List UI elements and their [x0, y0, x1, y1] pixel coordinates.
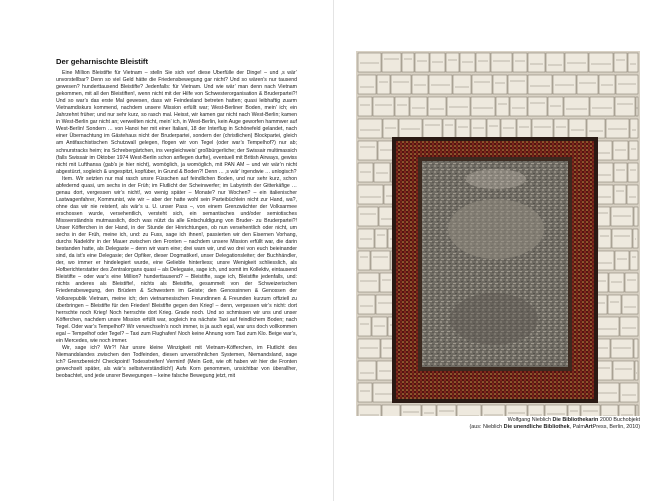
book-spine	[472, 75, 492, 94]
book-spine	[628, 163, 638, 182]
book-spine	[501, 119, 516, 138]
book-spine	[358, 207, 378, 226]
book-spine	[358, 163, 373, 182]
book-spine	[532, 119, 553, 138]
book-spine	[476, 53, 490, 72]
book-spine	[620, 383, 638, 402]
book-spine	[615, 251, 629, 270]
caption-line-1	[356, 417, 640, 424]
book-spine	[471, 97, 495, 116]
book-spine	[401, 405, 421, 416]
book-spine	[553, 75, 576, 94]
book-spine	[510, 97, 527, 116]
book-spine	[569, 119, 586, 138]
book-spine	[382, 53, 401, 72]
caption-artwork-title: Die Bibliothekarin	[552, 417, 599, 423]
book-spine	[599, 75, 615, 94]
book-spine	[528, 75, 552, 94]
book-spine	[620, 317, 638, 336]
book-spine	[358, 405, 381, 416]
book-spine	[548, 97, 563, 116]
book-spine	[554, 119, 568, 138]
book-spine	[634, 339, 638, 358]
book-spine	[629, 141, 638, 160]
book-spine	[358, 251, 370, 270]
book-spine	[453, 75, 471, 94]
book-spine	[395, 97, 409, 116]
book-spine	[487, 119, 500, 138]
book-spine	[614, 53, 627, 72]
book-spine	[412, 75, 428, 94]
caption-publisher-rest: Press, Berlin, 2010)	[592, 424, 640, 430]
book-spine	[358, 273, 379, 292]
book-spine	[437, 405, 456, 416]
book-spine	[613, 361, 634, 380]
book-spine	[358, 361, 376, 380]
book-spine	[609, 273, 624, 292]
book-spine	[373, 97, 394, 116]
book-spine	[634, 207, 638, 226]
paragraph-1: Eine Million Bleistifte für Vietnam – stelln Sie sich vor! diese Überfülle der Dinge! – und ‚s wär’ unvorstellbar? Denn so viel Geld hätte die Friedensbewegung gar nicht? Und so wären’s nur tausend gewesen? hunderttausend Bleistifte? Jedenfalls: für Vietnam. Und wie wär’ man denn nach Vietnam gekommen, mit all den Bleistiften!, wenn nicht mit der Hilfe von Schwesterorganisation & Bruderpartei?! Und so war’s das erste Mal gewesen, dass wir Feindesland betreten hatten; quasi leibhaftig zuarm Vietnamdiskurs kommend, nachdem unsere Mission erfüllt war; West-Berliner Boden, mein’ ich; ein Jahrzehnt früher; und nur sehr kurz, so rasch mal. Heisst, wir kamen gar nicht nach West-Berlin; kamen in West-Berlin gar nicht an; verweilten nicht, mein’ ich, in West-Berlin, kein Auge geworfen hammwer auf West-Berlin! Sondern … von Hanoi her mit einer Italiani, 18 der Interflug in Schönefeld gelandet, nach einer Übernachtung im Gästehaus nicht der Bruderpartei, sondern der (christlichen) Blockpartei, gleich am Antifaschistischen Schutzwall gelegen, flogen wir von Tegel (oder war’s Tempelhof?) nur ab; schnurstracks heim; ins Schrebergärtchen, ins vergleichweis’ großbürgerliche; der Swissair multimassich (falls Swissair im Oktober 1974 West-Berlin schon anflegen durfte), eventuell mit British Airways, gewiss nicht mit Lufthansa (gab’s je hier nicht), womöglich, ja womöglich, mit PAN AM – und wir wär’n nicht abgestürzt, sogleich & ungespitzt, kopfüber, in Grund & Boden?! Denn … ‚s wär’ irgendwie … unlogisch?	[56, 70, 297, 175]
book-spine	[358, 75, 376, 94]
book-spine	[589, 53, 613, 72]
book-spine	[615, 97, 635, 116]
caption-source-prefix: (aus: Nieblich	[469, 424, 503, 430]
article-body	[56, 70, 297, 495]
caption-line-2	[356, 424, 640, 431]
book-spine	[380, 273, 393, 292]
book-spine	[528, 97, 547, 116]
book-spine	[611, 339, 633, 358]
book-spine	[598, 229, 611, 248]
book-spine	[358, 53, 381, 72]
book-spine	[508, 75, 527, 94]
book-spine	[375, 229, 387, 248]
book-spine	[372, 317, 387, 336]
book-spine	[606, 119, 629, 138]
book-object-image	[356, 51, 640, 416]
book-spine	[506, 405, 527, 416]
book-spine	[358, 229, 374, 248]
book-spine	[635, 361, 638, 380]
book-spine	[611, 207, 633, 226]
book-spine	[630, 119, 638, 138]
caption-author: Wolfgang Nieblich	[507, 417, 551, 423]
book-spine	[422, 405, 436, 416]
book-spine	[423, 119, 442, 138]
book-spine	[614, 185, 626, 204]
book-spine	[590, 97, 614, 116]
book-spine	[429, 75, 452, 94]
book-spine	[616, 75, 638, 94]
book-spine	[622, 295, 638, 314]
book-spine	[568, 405, 580, 416]
book-spine	[382, 405, 400, 416]
book-spine	[627, 185, 638, 204]
book-spine	[564, 97, 589, 116]
book-spine	[428, 97, 446, 116]
book-spine	[377, 361, 393, 380]
book-spine	[402, 53, 414, 72]
book-spine	[581, 405, 600, 416]
book-spine	[596, 251, 614, 270]
book-spine	[496, 97, 509, 116]
book-spine	[612, 229, 632, 248]
book-spine	[377, 75, 390, 94]
book-spine	[358, 383, 372, 402]
caption-publisher-start: , Palm	[569, 424, 585, 430]
artwork-caption	[356, 417, 640, 431]
book-spine	[491, 53, 512, 72]
book-spine	[528, 53, 545, 72]
book-spine	[410, 97, 427, 116]
book-spine	[471, 119, 486, 138]
book-spine	[636, 405, 638, 416]
book-spine	[447, 97, 470, 116]
book-spine	[596, 383, 619, 402]
book-spine	[446, 53, 459, 72]
book-spine	[633, 229, 638, 248]
book-spine	[358, 141, 377, 160]
book-spine	[482, 405, 505, 416]
caption-book-title: Die unendliche Bibliothek	[503, 424, 570, 430]
book-spine	[565, 53, 588, 72]
book-spine	[636, 97, 638, 116]
caption-publisher-bold: Art	[584, 424, 593, 430]
book-spine	[528, 405, 544, 416]
book-spine	[430, 53, 445, 72]
book-spine	[613, 141, 628, 160]
book-spine	[358, 119, 382, 138]
book-spine	[383, 119, 398, 138]
article-title: Der geharnischte Bleistift	[56, 57, 148, 66]
book-spine	[625, 273, 638, 292]
caption-year-medium: 2000 Buchobjekt	[599, 417, 640, 423]
book-spine	[577, 75, 598, 94]
book-spine	[517, 119, 531, 138]
book-spine	[358, 97, 372, 116]
book-spine	[399, 119, 422, 138]
book-spine	[391, 75, 411, 94]
book-spine	[545, 405, 567, 416]
book-spine	[460, 53, 475, 72]
book-spine	[415, 53, 429, 72]
book-spine	[608, 295, 621, 314]
book-spine	[587, 119, 605, 138]
book-spine	[546, 53, 564, 72]
artwork-photo	[356, 51, 640, 416]
book-spine	[374, 163, 390, 182]
paragraph-2: Item. Wir setzten nur mal rasch unsre Füsschen auf feindlichen Boden, und nur sehr kurz, schon abfedernd quasi, um sechs in der Früh; im Flutlicht der Scheinwerfer; im Labyrinth der Gitterkäfige … genau dort, vergessen wir’s nicht!, wo wenig später – Monate? nur Wochen? – ein italienischer Lastwagenfahrer, Kommunist, wie wir – aber der hatte wohl sein Parteibüchlein nicht zur Hand, wa?, ohne das wir nie reistenf, als wär’s u. U. unser Pass –, von einem Grenzwächter der Volksarmee erschossen wurde, versehentlich, versteht sich, ein semantisches und/oder semiotisches Missverständnis mutmasslich, doch was nützt da alle Entschuldigung von Bruder- zu Bruderpartei?! Unser Köfferchen in der Hand, in der Stunde der Hinrichtungen, ob nun versehentlich oder nicht, um sechs in der Früh, meine ich, und: zu Fuss, sage ich ihnen!, passierten wir den Eisernen Vorhang, durchs Nadelöhr in der Mauer zwischen den Fronten – nachdem unsere Mission erfüllt war, die darin bestanden hatte, als Delegaste – denn wir warn eine; drei warn wir, und wo drei von euch beieinander sind, da ist’s eine Delegasie; der Opfiker, dieser Dogmatikerl, unser Delegationsleiter; der Buchhändler, der, wo immer er hindelegiert wurde, eine Gelieble hinterliess; unsre Wenigkeit schliesslich, als Hofberichterstatter des Zentralorgans quasi – als Delegasie, sage ich, und somit im Kollektiv, eintausend Bleistifte – oder war’s eine Million? hunderttausend? – Bleistifte, sage ich, Bleistifte jedenfalls, und: nichts anderes als Bleistifte!, nichts als Bleistifte, gesammelt von der Schweizerischen Friedensbewegung, den Brüdern & Schwestern im Geiste; den Genossinnen & Genossen der Volksrepublik Vietnam, meine ich; den vietnamesischen Freundinnen & Freunden kurzum offiziell zu überbringen – Bleistifte für den Frieden! Bleistifte gegen den Krieg! – denn, vergessen wir’s nicht: dort herrschte noch Krieg! Noch herrschte dort Krieg. Grade noch. Und so schmissen wir uns und unser Köfferchen, nachdem unsre Mission erfüllt war, sogleich ins nächste Taxi auf feindlichem Boden; nach Tegel. Oder war’s Tempelhof? Wir verwechseln’s noch immer, is ja auch egal, war uns doch vollkommen egal – Tempelhof oder Tegel? – Taxi zum Flughafen! Noch keine Ahnung vom Taxi zum Klo. Beige war’s, ein Mercedes, wie noch immer.	[56, 175, 297, 344]
book-spine	[630, 251, 638, 270]
book-spine	[601, 405, 618, 416]
book-spine	[371, 251, 390, 270]
book-spine	[358, 295, 375, 314]
book-spine	[619, 405, 635, 416]
book-spine	[614, 163, 627, 182]
book-spine	[456, 119, 470, 138]
book-spine	[358, 185, 383, 204]
book-spine	[457, 405, 481, 416]
paragraph-3: Wir, sage ich? Wir?! Nur unsre kleine Winzigkeit mit Vietnam-Köfferchen, im Flutlicht des Niemandslandes zwischen den Todfeinden, diesen unversöhnlichen Systemen, Niemandsland, sage ich? Grenzbereich! Checkpoint! Todesstreifen! Vermint! (Mein Gott, wie oft haben wir hier die Fronten gewechselt später, als wär’s selbstverständlich!) Aufs Korn genommen, unsichtbar von überallher, beobachtet, und jede unsrer Bewegungen – keine falsche Bewegung jetzt, mit	[56, 344, 297, 380]
book-spine	[443, 119, 455, 138]
book-spine	[358, 317, 371, 336]
book-spine	[358, 339, 380, 358]
book-spine	[493, 75, 507, 94]
book-spine	[513, 53, 527, 72]
book-spine	[628, 53, 638, 72]
